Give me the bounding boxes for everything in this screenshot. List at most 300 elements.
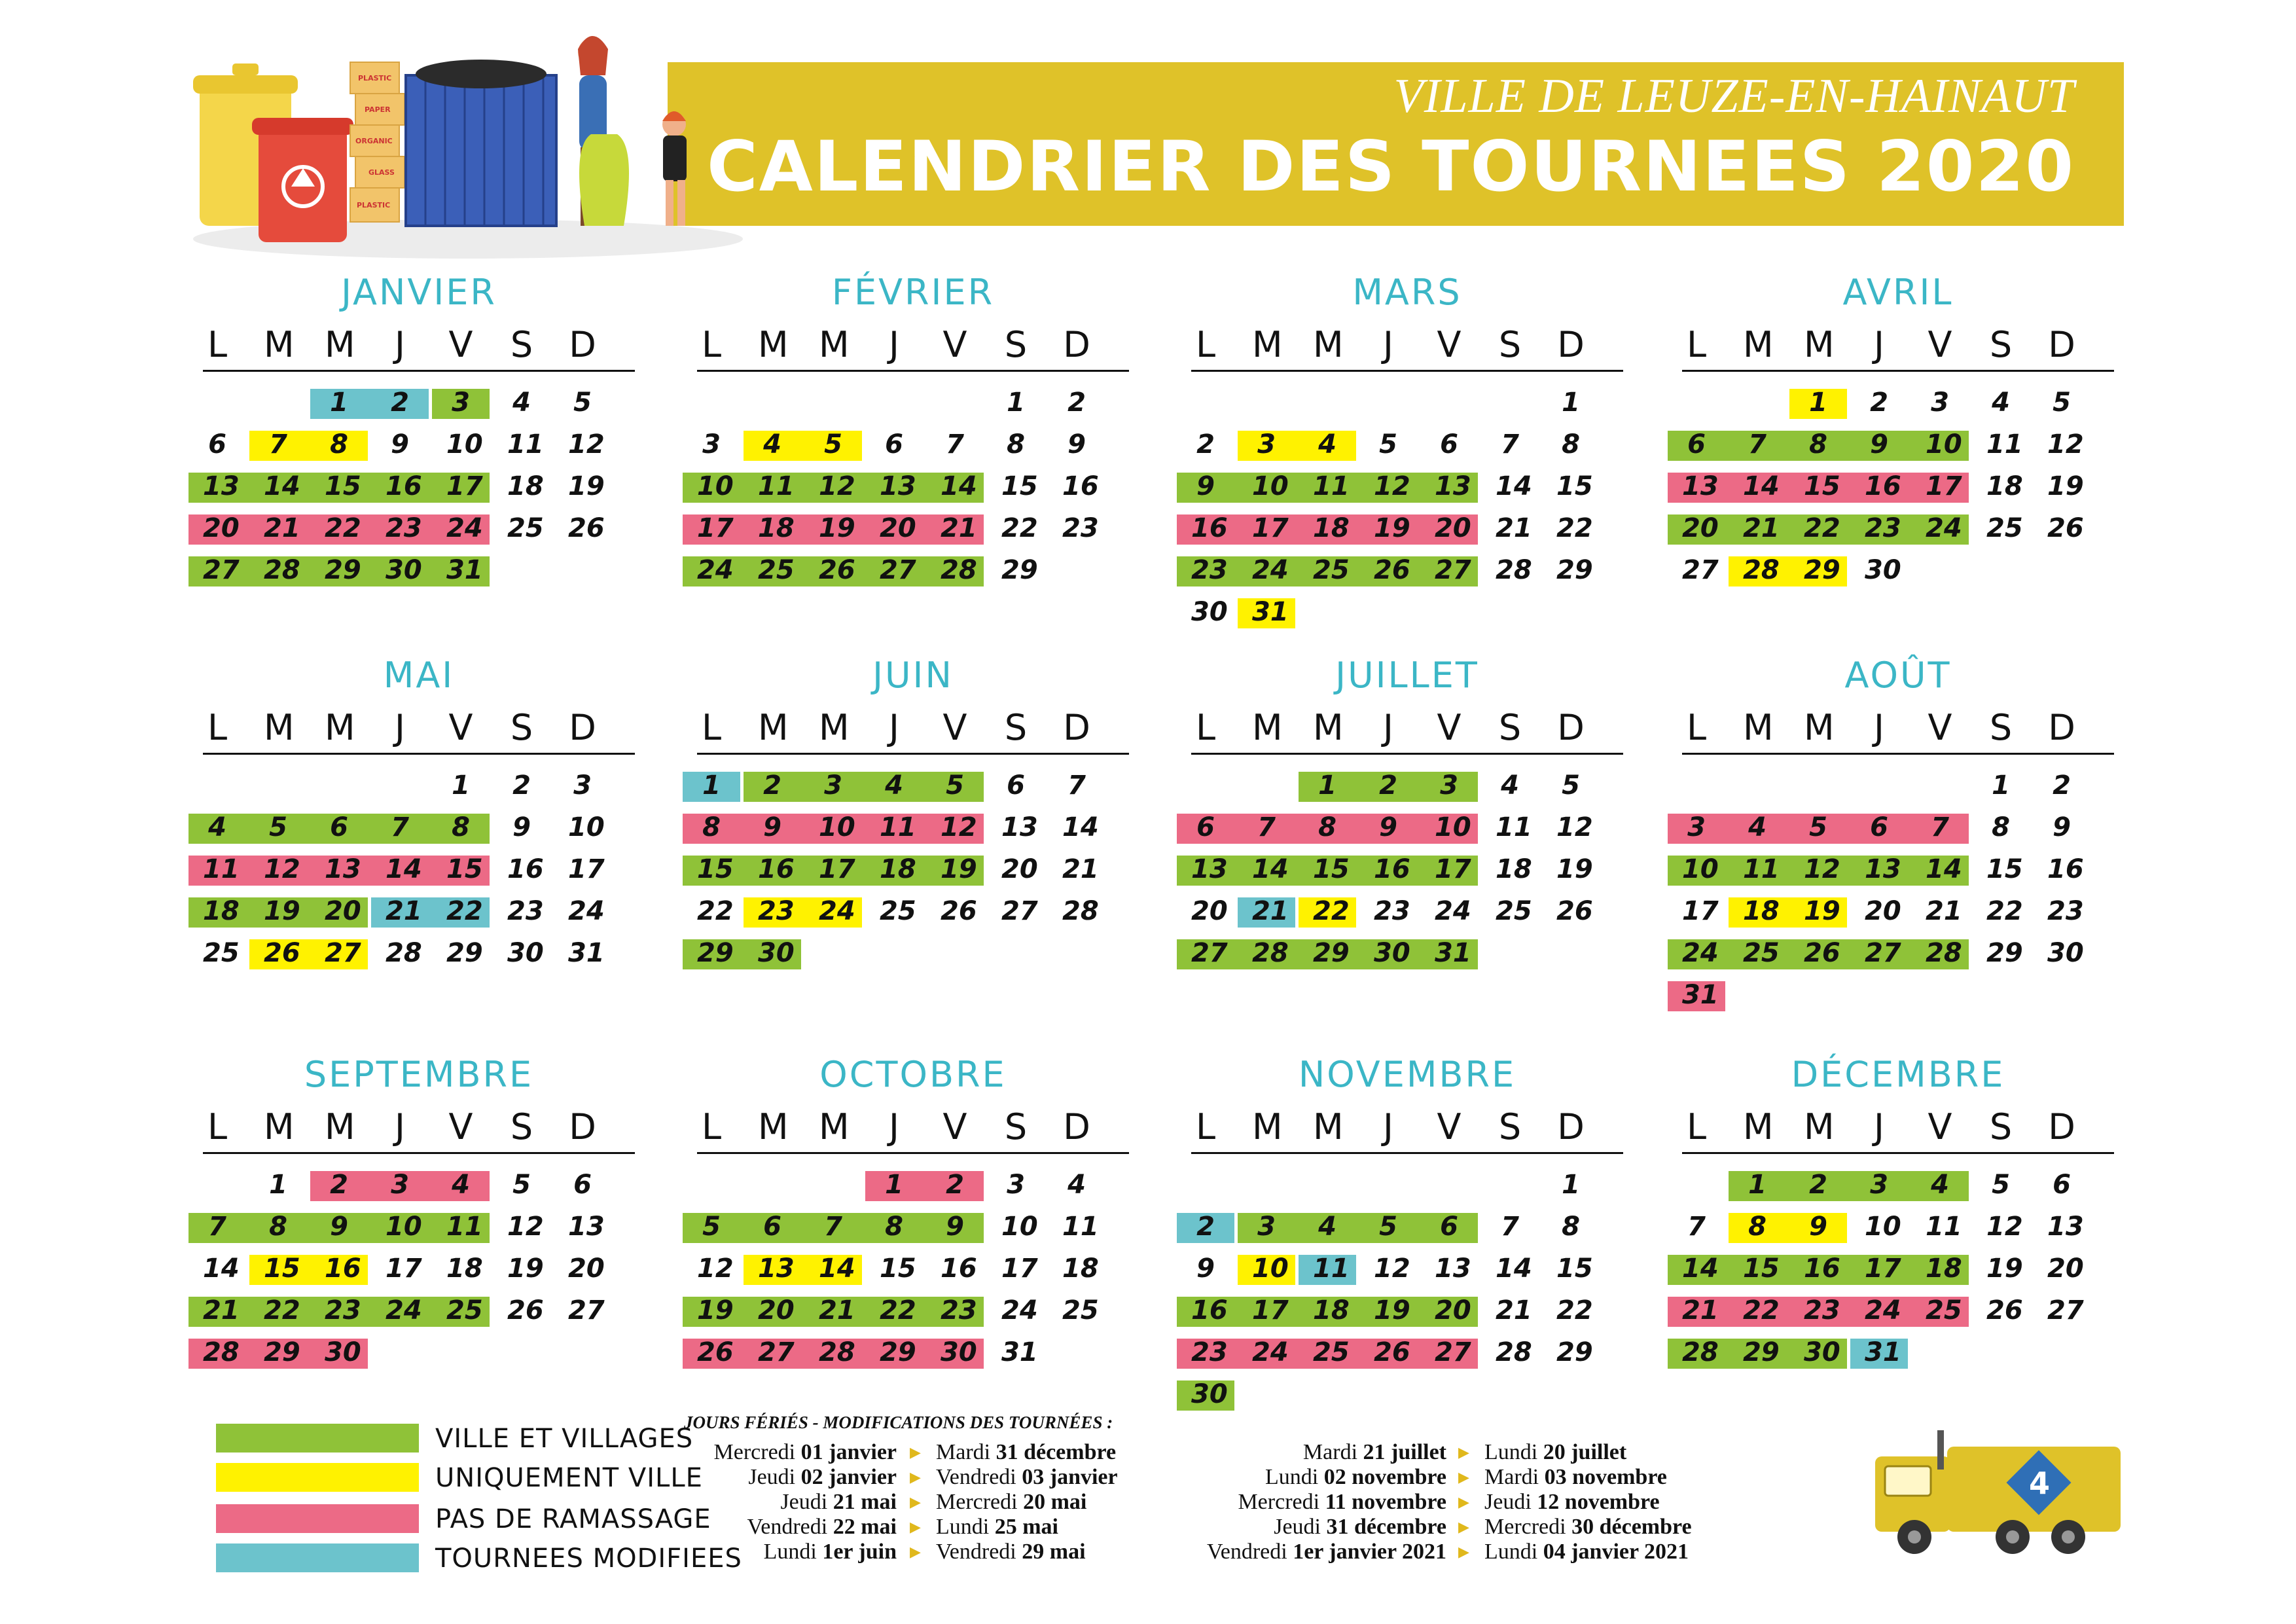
day-number: 15 — [697, 854, 734, 884]
header-rule — [1682, 1152, 2114, 1154]
day-number: 10 — [1682, 854, 1719, 884]
day-number: 12 — [1374, 471, 1410, 501]
day-number: 15 — [1556, 471, 1593, 501]
day-number: 16 — [325, 1254, 361, 1284]
day-number: 10 — [1001, 1212, 1038, 1242]
day-number: 11 — [203, 854, 240, 884]
legend-label: PAS DE RAMASSAGE — [435, 1504, 711, 1534]
day-number: 9 — [1196, 1254, 1215, 1284]
day-number: 8 — [1007, 429, 1025, 460]
day-number: 25 — [1313, 1337, 1350, 1367]
day-number: 22 — [880, 1295, 916, 1326]
day-number: 17 — [1001, 1254, 1038, 1284]
day-number: 3 — [573, 770, 592, 801]
day-number: 27 — [880, 555, 916, 585]
weekday-label: L — [1686, 1106, 1707, 1147]
day-number: 11 — [446, 1212, 483, 1242]
day-number: 8 — [452, 812, 470, 842]
day-number: 22 — [1556, 1295, 1593, 1326]
day-number: 11 — [1313, 1254, 1350, 1284]
day-number: 14 — [1926, 854, 1962, 884]
day-number: 10 — [1252, 1254, 1289, 1284]
weekday-label: D — [569, 1106, 596, 1147]
day-number: 14 — [264, 471, 300, 501]
day-number: 19 — [1986, 1254, 2023, 1284]
weekday-label: V — [1928, 707, 1952, 748]
day-number: 26 — [2047, 513, 2084, 543]
day-number: 20 — [1191, 896, 1228, 926]
day-number: 27 — [325, 938, 361, 968]
day-number: 16 — [1062, 471, 1099, 501]
day-number: 16 — [1374, 854, 1410, 884]
day-number: 29 — [1986, 938, 2023, 968]
weekday-label: D — [1557, 324, 1585, 365]
day-number: 17 — [1926, 471, 1962, 501]
weekday-label: M — [1804, 707, 1835, 748]
day-number: 17 — [1252, 1295, 1289, 1326]
day-number: 26 — [1556, 896, 1593, 926]
day-number: 7 — [269, 429, 287, 460]
weekday-label: M — [758, 1106, 789, 1147]
day-number: 5 — [1809, 812, 1827, 842]
day-number: 22 — [1986, 896, 2023, 926]
day-number: 1 — [1992, 770, 2010, 801]
day-number: 23 — [325, 1295, 361, 1326]
weekday-label: L — [701, 1106, 722, 1147]
day-number: 7 — [1257, 812, 1276, 842]
arrow-right-icon: ▶ — [1458, 1519, 1469, 1535]
weekday-label: D — [1557, 707, 1585, 748]
day-number: 25 — [1062, 1295, 1099, 1326]
logo-mark: 4 — [2029, 1466, 2051, 1501]
day-number: 13 — [568, 1212, 605, 1242]
month-title: FÉVRIER — [831, 272, 995, 313]
day-number: 27 — [758, 1337, 795, 1367]
day-number: 6 — [885, 429, 903, 460]
day-number: 7 — [1067, 770, 1086, 801]
day-number: 4 — [763, 429, 781, 460]
weekday-label: M — [1804, 324, 1835, 365]
weekday-label: V — [1437, 1106, 1462, 1147]
day-number: 19 — [568, 471, 605, 501]
day-number: 22 — [1001, 513, 1038, 543]
day-number: 11 — [1743, 854, 1780, 884]
weekday-label: V — [448, 1106, 473, 1147]
day-number: 18 — [1062, 1254, 1099, 1284]
day-number: 31 — [1865, 1337, 1901, 1367]
day-number: 13 — [2047, 1212, 2084, 1242]
day-number: 14 — [1252, 854, 1289, 884]
day-number: 16 — [1191, 513, 1228, 543]
day-number: 2 — [330, 1170, 348, 1200]
day-number: 28 — [941, 555, 977, 585]
month-calendar — [203, 655, 648, 1021]
day-number: 30 — [2047, 938, 2084, 968]
holiday-original-date: Vendredi 22 mai — [747, 1515, 897, 1539]
day-number: 13 — [758, 1254, 795, 1284]
day-number: 18 — [1743, 896, 1780, 926]
month-title: AOÛT — [1844, 655, 1952, 696]
holiday-original-date: Mardi 21 juillet — [1302, 1440, 1446, 1464]
day-number: 28 — [1926, 938, 1962, 968]
holiday-replacement-date: Lundi 20 juillet — [1484, 1440, 1627, 1464]
holiday-original-date: Mercredi 01 janvier — [713, 1440, 897, 1464]
day-number: 29 — [264, 1337, 300, 1367]
month-calendar — [697, 655, 1142, 1021]
day-number: 30 — [758, 938, 795, 968]
day-number: 19 — [264, 896, 300, 926]
day-number: 27 — [203, 555, 240, 585]
day-number: 13 — [1191, 854, 1228, 884]
day-number: 3 — [1257, 1212, 1276, 1242]
weekday-label: J — [1874, 1106, 1884, 1147]
day-number: 15 — [1986, 854, 2023, 884]
weekday-label: J — [395, 707, 405, 748]
box-label: PLASTIC — [357, 201, 391, 209]
day-number: 17 — [568, 854, 605, 884]
day-number: 18 — [1313, 1295, 1350, 1326]
day-number: 29 — [1313, 938, 1350, 968]
day-number: 2 — [763, 770, 781, 801]
day-number: 14 — [819, 1254, 855, 1284]
day-number: 14 — [203, 1254, 240, 1284]
day-number: 20 — [1435, 513, 1471, 543]
month-title: MAI — [383, 655, 455, 696]
day-number: 12 — [507, 1212, 544, 1242]
day-number: 6 — [1687, 429, 1706, 460]
day-number: 22 — [1804, 513, 1840, 543]
month-title: SEPTEMBRE — [304, 1054, 534, 1095]
day-number: 16 — [1865, 471, 1901, 501]
weekday-label: D — [1063, 1106, 1090, 1147]
day-number: 16 — [1191, 1295, 1228, 1326]
day-number: 27 — [1435, 1337, 1471, 1367]
day-number: 15 — [1556, 1254, 1593, 1284]
weekday-label: V — [448, 707, 473, 748]
day-number: 12 — [697, 1254, 734, 1284]
day-number: 23 — [941, 1295, 977, 1326]
day-number: 30 — [325, 1337, 361, 1367]
weekday-label: J — [889, 1106, 899, 1147]
day-number: 26 — [568, 513, 605, 543]
day-number: 10 — [1435, 812, 1471, 842]
day-number: 7 — [1748, 429, 1767, 460]
day-number: 16 — [2047, 854, 2084, 884]
legend-swatch — [216, 1424, 419, 1453]
header-rule — [697, 1152, 1129, 1154]
day-number: 20 — [325, 896, 361, 926]
day-number: 28 — [1743, 555, 1780, 585]
day-number: 10 — [697, 471, 734, 501]
day-number: 30 — [386, 555, 422, 585]
day-number: 30 — [1374, 938, 1410, 968]
day-number: 23 — [507, 896, 544, 926]
weekday-label: S — [1004, 1106, 1028, 1147]
legend-label: TOURNEES MODIFIEES — [435, 1543, 742, 1574]
day-number: 9 — [2053, 812, 2071, 842]
weekday-label: M — [325, 707, 355, 748]
day-number: 26 — [264, 938, 300, 968]
day-number: 4 — [1318, 1212, 1336, 1242]
holiday-original-date: Mercredi 11 novembre — [1238, 1490, 1446, 1514]
weekday-label: M — [264, 324, 295, 365]
day-number: 6 — [763, 1212, 781, 1242]
day-number: 16 — [941, 1254, 977, 1284]
weekday-label: M — [819, 1106, 850, 1147]
day-number: 6 — [1870, 812, 1888, 842]
day-number: 14 — [941, 471, 977, 501]
day-number: 3 — [1931, 388, 1949, 418]
day-number: 19 — [819, 513, 855, 543]
weekday-label: V — [942, 1106, 967, 1147]
day-number: 7 — [1501, 429, 1519, 460]
day-number: 29 — [1804, 555, 1840, 585]
day-number: 11 — [1986, 429, 2023, 460]
day-number: 6 — [1440, 1212, 1458, 1242]
day-number: 9 — [763, 812, 781, 842]
day-number: 18 — [1926, 1254, 1962, 1284]
day-number: 13 — [1435, 1254, 1471, 1284]
arrow-right-icon: ▶ — [910, 1494, 921, 1510]
day-number: 30 — [1865, 555, 1901, 585]
weekday-label: J — [889, 324, 899, 365]
weekday-label: L — [701, 324, 722, 365]
day-number: 4 — [1318, 429, 1336, 460]
day-number: 12 — [1986, 1212, 2023, 1242]
header-rule — [1191, 753, 1623, 755]
day-number: 1 — [269, 1170, 287, 1200]
weekday-label: J — [889, 707, 899, 748]
header-rule — [1682, 370, 2114, 372]
weekday-label: M — [758, 324, 789, 365]
header-rule — [203, 1152, 635, 1154]
day-number: 18 — [507, 471, 544, 501]
day-number: 18 — [1986, 471, 2023, 501]
day-number: 15 — [325, 471, 361, 501]
day-number: 10 — [819, 812, 855, 842]
weekday-label: D — [1063, 707, 1090, 748]
day-number: 24 — [819, 896, 855, 926]
day-number: 19 — [507, 1254, 544, 1284]
holiday-original-date: Vendredi 1er janvier 2021 — [1206, 1540, 1446, 1564]
day-number: 1 — [702, 770, 721, 801]
day-number: 26 — [1374, 1337, 1410, 1367]
day-number: 31 — [568, 938, 605, 968]
holiday-original-date: Jeudi 31 décembre — [1274, 1515, 1446, 1539]
day-number: 29 — [1556, 1337, 1593, 1367]
day-number: 7 — [1501, 1212, 1519, 1242]
month-calendar — [1682, 1054, 2127, 1420]
day-number: 12 — [1374, 1254, 1410, 1284]
day-number: 29 — [1001, 555, 1038, 585]
weekday-label: M — [819, 707, 850, 748]
weekday-label: M — [1252, 1106, 1283, 1147]
day-number: 1 — [452, 770, 470, 801]
day-number: 17 — [1435, 854, 1471, 884]
day-number: 27 — [2047, 1295, 2084, 1326]
day-number: 9 — [1809, 1212, 1827, 1242]
day-number: 1 — [1562, 1170, 1580, 1200]
day-number: 15 — [1804, 471, 1840, 501]
day-number: 20 — [1865, 896, 1901, 926]
day-number: 9 — [946, 1212, 964, 1242]
month-calendar — [1191, 272, 1636, 638]
day-number: 27 — [568, 1295, 605, 1326]
day-number: 21 — [386, 896, 422, 926]
day-number: 2 — [391, 388, 409, 418]
day-number: 9 — [1067, 429, 1086, 460]
weekday-label: M — [1313, 324, 1344, 365]
day-number: 19 — [941, 854, 977, 884]
weekday-label: D — [569, 707, 596, 748]
day-number: 18 — [1313, 513, 1350, 543]
day-number: 13 — [203, 471, 240, 501]
holiday-replacement-date: Lundi 04 janvier 2021 — [1484, 1540, 1689, 1564]
day-number: 11 — [507, 429, 544, 460]
day-number: 13 — [325, 854, 361, 884]
day-number: 7 — [208, 1212, 226, 1242]
weekday-label: L — [701, 707, 722, 748]
day-number: 30 — [507, 938, 544, 968]
weekday-label: L — [207, 707, 228, 748]
day-number: 25 — [1313, 555, 1350, 585]
month-title: JANVIER — [341, 272, 497, 313]
month-calendar — [1682, 272, 2127, 638]
holiday-replacement-date: Mardi 03 novembre — [1484, 1465, 1667, 1489]
day-number: 31 — [446, 555, 483, 585]
day-number: 30 — [1804, 1337, 1840, 1367]
weekday-label: V — [1437, 324, 1462, 365]
weekday-label: L — [1686, 324, 1707, 365]
day-number: 25 — [1496, 896, 1532, 926]
weekday-label: M — [1804, 1106, 1835, 1147]
day-number: 8 — [330, 429, 348, 460]
day-number: 2 — [512, 770, 531, 801]
day-number: 28 — [819, 1337, 855, 1367]
day-number: 6 — [573, 1170, 592, 1200]
arrow-right-icon: ▶ — [910, 1543, 921, 1560]
month-title: JUILLET — [1335, 655, 1479, 696]
day-number: 26 — [1374, 555, 1410, 585]
day-number: 19 — [1556, 854, 1593, 884]
day-number: 16 — [1804, 1254, 1840, 1284]
weekday-label: D — [2048, 1106, 2075, 1147]
day-number: 15 — [1743, 1254, 1780, 1284]
day-number: 22 — [1556, 513, 1593, 543]
day-number: 20 — [758, 1295, 795, 1326]
weekday-label: V — [1437, 707, 1462, 748]
day-number: 12 — [2047, 429, 2084, 460]
header-rule — [697, 370, 1129, 372]
day-number: 17 — [446, 471, 483, 501]
day-number: 23 — [2047, 896, 2084, 926]
day-number: 8 — [1809, 429, 1827, 460]
day-number: 27 — [1001, 896, 1038, 926]
day-number: 24 — [1252, 1337, 1289, 1367]
day-number: 24 — [1682, 938, 1719, 968]
day-number: 19 — [1374, 513, 1410, 543]
weekday-label: L — [1195, 707, 1216, 748]
day-number: 18 — [758, 513, 795, 543]
day-number: 26 — [1986, 1295, 2023, 1326]
day-number: 28 — [1496, 555, 1532, 585]
day-number: 21 — [1682, 1295, 1719, 1326]
header-rule — [203, 370, 635, 372]
day-number: 8 — [1318, 812, 1336, 842]
day-number: 21 — [1252, 896, 1289, 926]
weekday-label: L — [1195, 324, 1216, 365]
arrow-right-icon: ▶ — [1458, 1444, 1469, 1460]
day-number: 24 — [386, 1295, 422, 1326]
day-number: 5 — [1379, 1212, 1397, 1242]
day-number: 3 — [1257, 429, 1276, 460]
weekday-label: S — [1989, 707, 2013, 748]
day-number: 27 — [1191, 938, 1228, 968]
weekday-label: S — [1004, 707, 1028, 748]
holiday-replacement-date: Jeudi 12 novembre — [1484, 1490, 1660, 1514]
day-number: 7 — [1687, 1212, 1706, 1242]
holiday-replacement-date: Mercredi 30 décembre — [1484, 1515, 1692, 1539]
day-number: 24 — [568, 896, 605, 926]
arrow-right-icon: ▶ — [910, 1519, 921, 1535]
weekday-label: D — [1063, 324, 1090, 365]
header-rule — [697, 753, 1129, 755]
day-number: 10 — [446, 429, 483, 460]
day-number: 22 — [446, 896, 483, 926]
day-number: 25 — [203, 938, 240, 968]
day-number: 21 — [264, 513, 300, 543]
garbage-truck-illustration — [1869, 1420, 2127, 1558]
day-number: 5 — [573, 388, 592, 418]
day-number: 25 — [446, 1295, 483, 1326]
day-number: 4 — [512, 388, 531, 418]
weekday-label: S — [1004, 324, 1028, 365]
day-number: 11 — [1313, 471, 1350, 501]
day-number: 15 — [1313, 854, 1350, 884]
day-number: 31 — [1001, 1337, 1038, 1367]
day-number: 13 — [1001, 812, 1038, 842]
day-number: 10 — [1865, 1212, 1901, 1242]
day-number: 17 — [386, 1254, 422, 1284]
day-number: 29 — [697, 938, 734, 968]
day-number: 26 — [941, 896, 977, 926]
day-number: 10 — [386, 1212, 422, 1242]
header-rule — [1682, 753, 2114, 755]
day-number: 7 — [1931, 812, 1949, 842]
weekday-label: S — [1498, 1106, 1522, 1147]
day-number: 21 — [1062, 854, 1099, 884]
day-number: 10 — [1926, 429, 1962, 460]
day-number: 21 — [941, 513, 977, 543]
day-number: 4 — [1748, 812, 1767, 842]
day-number: 21 — [1496, 513, 1532, 543]
day-number: 23 — [1804, 1295, 1840, 1326]
day-number: 21 — [819, 1295, 855, 1326]
month-title: NOVEMBRE — [1298, 1054, 1516, 1095]
month-calendar — [697, 1054, 1142, 1420]
month-calendar — [1191, 1054, 1636, 1420]
page-title: CALENDRIER DES TOURNEES 2020 — [706, 126, 2075, 207]
legend-swatch — [216, 1504, 419, 1533]
day-number: 4 — [1067, 1170, 1086, 1200]
day-number: 23 — [1191, 555, 1228, 585]
day-number: 14 — [1496, 1254, 1532, 1284]
weekday-label: J — [1383, 707, 1393, 748]
holiday-replacement-date: Vendredi 29 mai — [936, 1540, 1086, 1564]
header-rule — [1191, 1152, 1623, 1154]
weekday-label: M — [1743, 1106, 1774, 1147]
day-number: 28 — [1682, 1337, 1719, 1367]
